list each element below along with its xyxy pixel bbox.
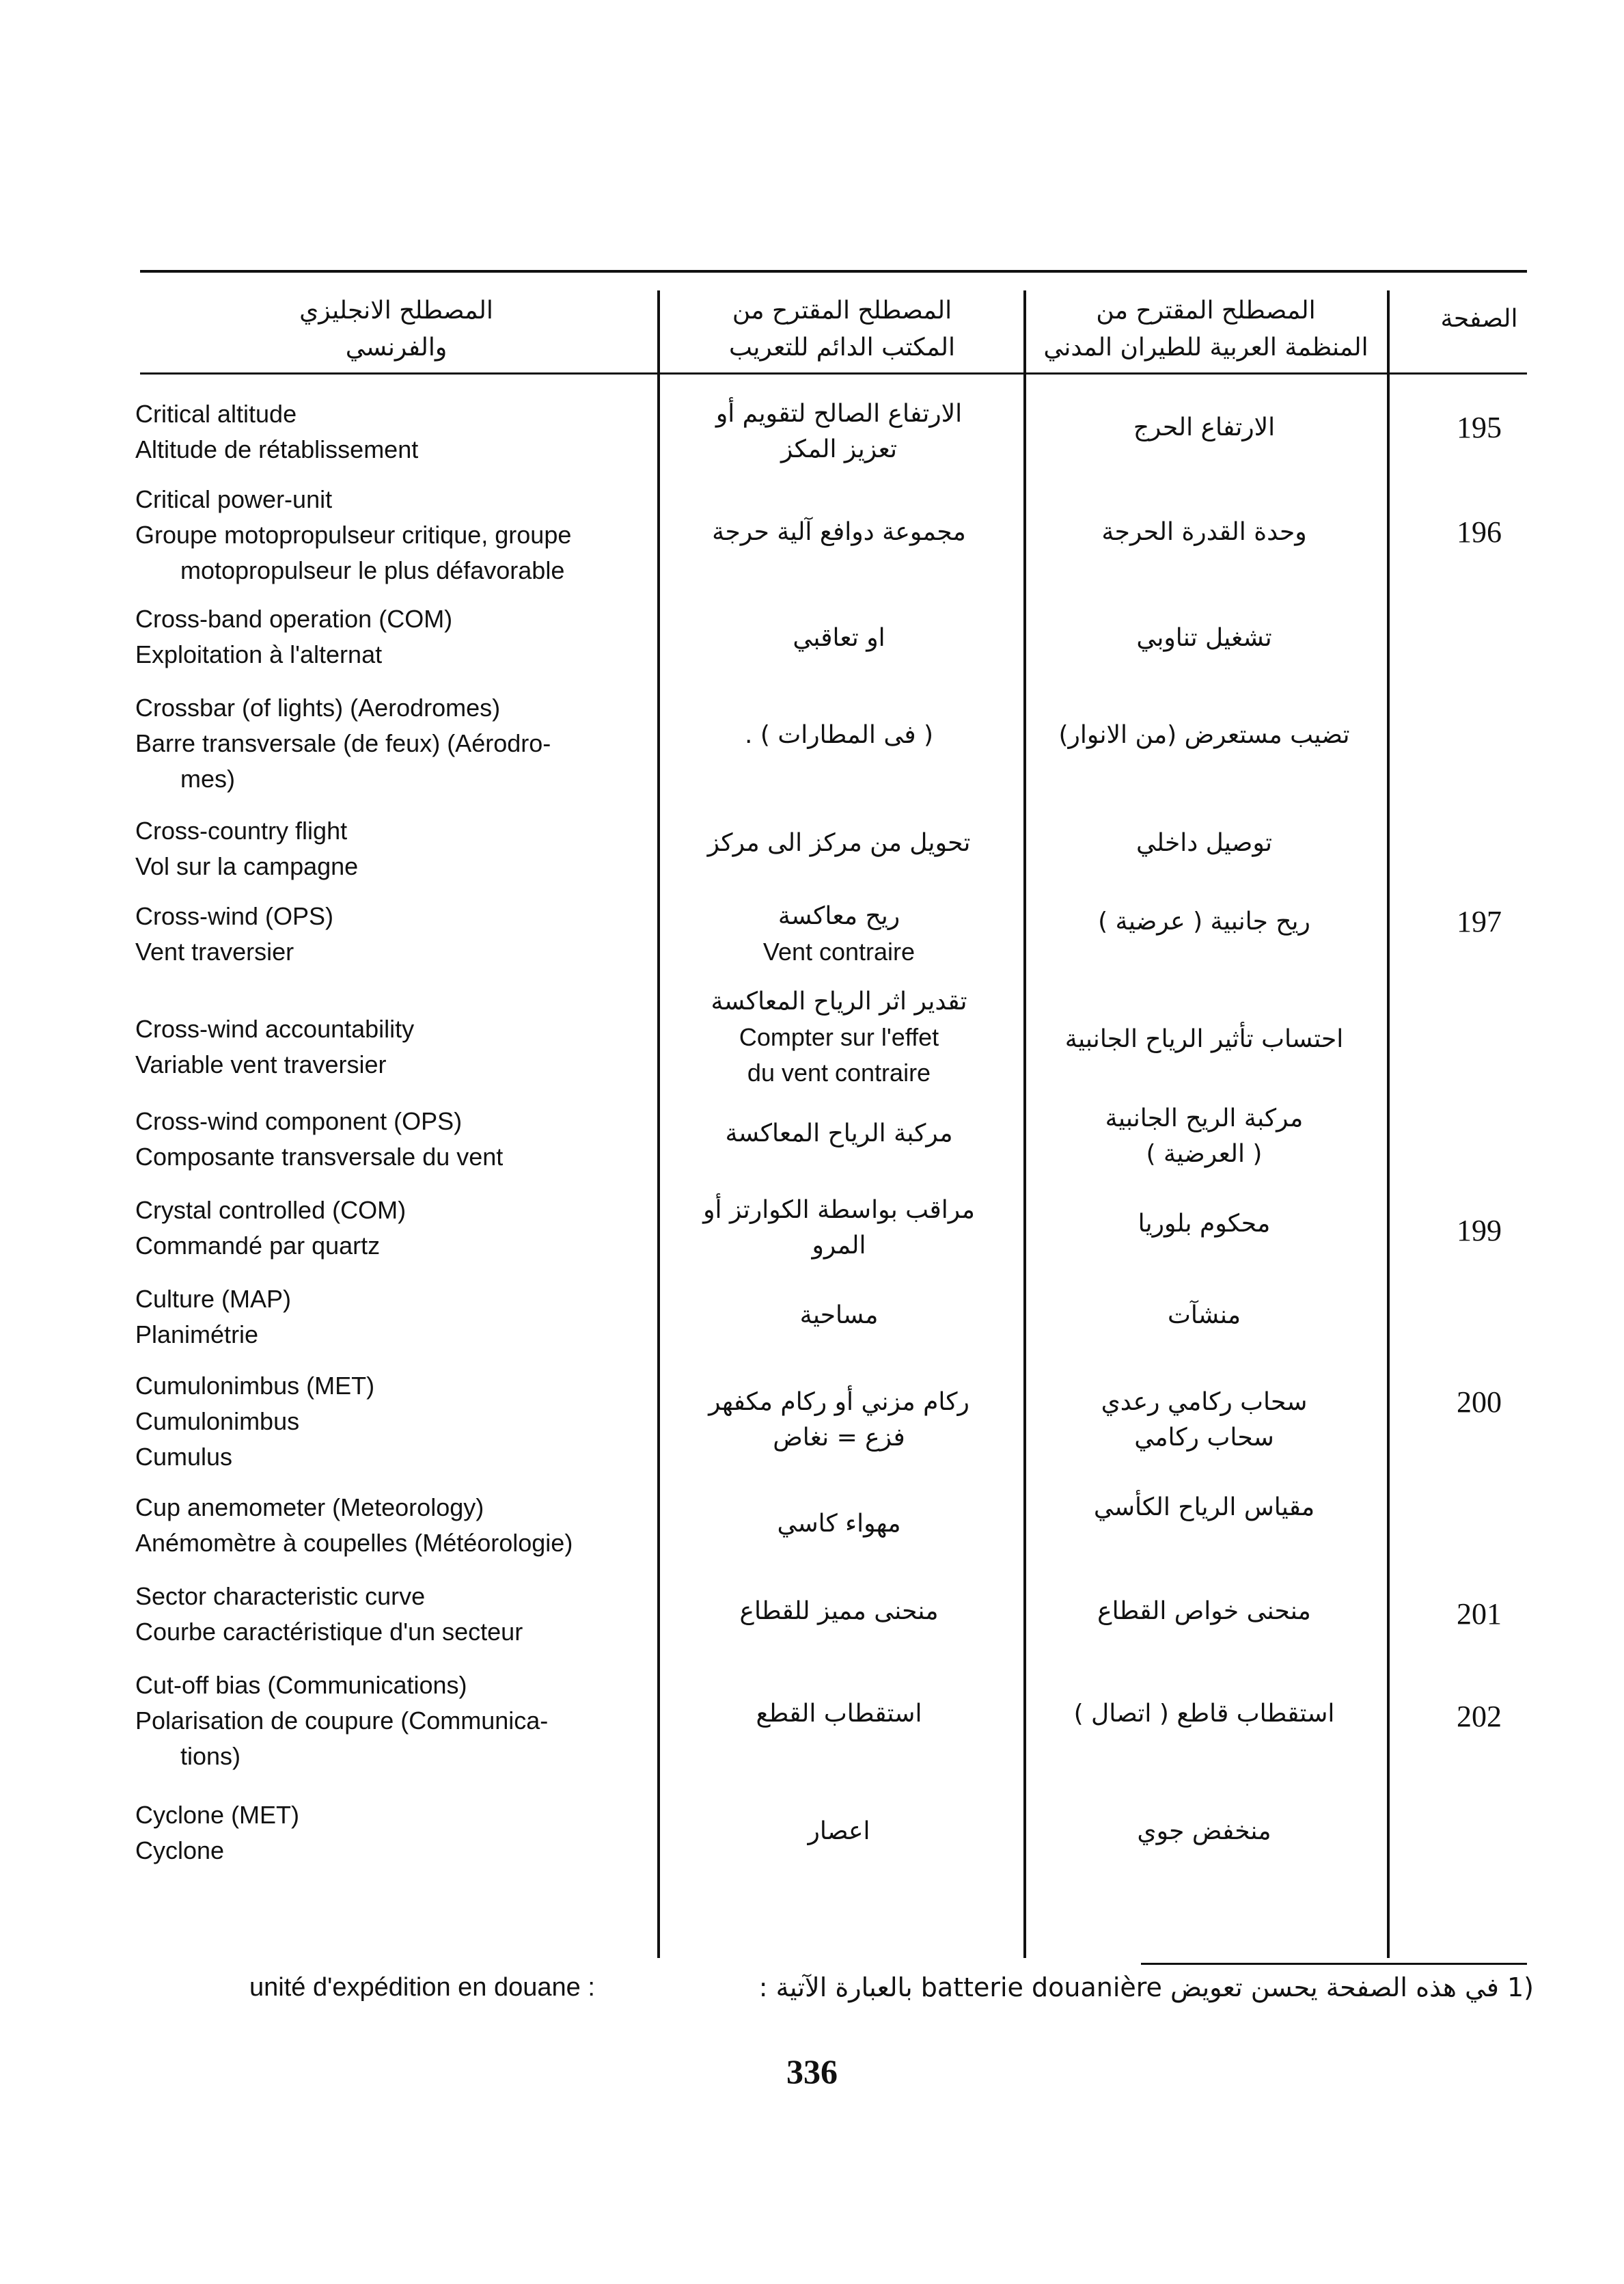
term-en-fr — [135, 1368, 655, 1475]
term-en-fr — [135, 1011, 655, 1083]
header-page-label: الصفحة — [1440, 305, 1518, 333]
page-ref: 202 — [1457, 1700, 1502, 1733]
term-en-fr — [135, 1579, 655, 1650]
term-org — [1028, 621, 1380, 656]
term-office — [661, 718, 1017, 753]
term-line: ركام مزني أو ركام مكفهر — [708, 1388, 969, 1416]
footnote-french: unité d'expédition en douane : — [249, 1973, 595, 2002]
term-line: Sector characteristic curve — [135, 1582, 426, 1610]
term-line: Crystal controlled (COM) — [135, 1196, 407, 1224]
term-line: فزع = نغاض — [773, 1424, 905, 1452]
term-line: ريح معاكسة — [777, 902, 900, 930]
term-line: tions) — [180, 1742, 241, 1770]
term-line: Cross-band operation (COM) — [135, 605, 453, 633]
top-rule — [140, 270, 1527, 273]
term-en-fr — [135, 690, 655, 797]
term-line: محكوم بلوريا — [1138, 1210, 1271, 1238]
term-line: Cyclone — [135, 1836, 225, 1864]
term-org — [1028, 718, 1380, 753]
term-line: الارتفاع الحرج — [1133, 413, 1276, 441]
term-line: وحدة القدرة الحرجة — [1101, 518, 1307, 546]
term-line: Composante transversale du vent — [135, 1143, 504, 1171]
term-line: تضيب مستعرض (من الانوار) — [1058, 721, 1350, 749]
term-line: Planimétrie — [135, 1320, 259, 1348]
term-line: Variable vent traversier — [135, 1050, 387, 1078]
header-en-fr-line2: والفرنسي — [345, 334, 448, 362]
term-office — [661, 621, 1017, 656]
term-line: Cumulonimbus (MET) — [135, 1372, 375, 1400]
term-line: motopropulseur le plus défavorable — [180, 556, 565, 584]
term-line: Cup anemometer (Meteorology) — [135, 1493, 484, 1521]
term-line: منحنى مميز للقطاع — [739, 1597, 939, 1625]
term-line: Vol sur la campagne — [135, 852, 359, 880]
term-line: Cumulonimbus — [135, 1407, 300, 1435]
header-en-fr-line1: المصطلح الانجليزي — [299, 297, 493, 325]
footnote-arabic-text: في هذه الصفحة يحسن تعويض batterie douanière بالعبارة الآتية : — [758, 1972, 1499, 2002]
term-line: Compter sur l'effet — [739, 1023, 939, 1051]
term-line: اعصار — [808, 1817, 870, 1845]
term-org — [1028, 1490, 1380, 1525]
term-line: Courbe caractéristique d'un secteur — [135, 1618, 523, 1646]
term-line: توصيل داخلي — [1136, 829, 1272, 857]
term-en-fr — [135, 396, 655, 467]
term-line: استقطاب قاطع ( اتصال ) — [1073, 1700, 1335, 1728]
term-org — [1028, 410, 1380, 446]
term-line: مقياس الرياح الكأسي — [1093, 1493, 1315, 1521]
term-line: Commandé par quartz — [135, 1232, 381, 1260]
term-line: Groupe motopropulseur critique, groupe — [135, 521, 572, 549]
term-line: سحاب ركامي رعدي — [1101, 1388, 1308, 1416]
term-en-fr — [135, 813, 655, 884]
term-line: سحاب ركامي — [1134, 1424, 1274, 1452]
header-office-line1: المصطلح المقترح من — [732, 297, 952, 325]
term-line: Cross-wind accountability — [135, 1015, 415, 1043]
term-office — [661, 826, 1017, 861]
term-office — [661, 1193, 1017, 1264]
term-en-fr — [135, 1797, 655, 1868]
header-org-line1: المصطلح المقترح من — [1096, 297, 1316, 325]
term-en-fr — [135, 1490, 655, 1561]
term-line: مجموعة دوافع آلية حرجة — [712, 518, 966, 546]
term-office — [661, 396, 1017, 467]
term-org — [1028, 1298, 1380, 1333]
term-line: منحنى خواص القطاع — [1097, 1597, 1311, 1625]
term-line: Vent traversier — [135, 938, 294, 966]
page-ref: 195 — [1457, 411, 1502, 444]
term-line: Critical altitude — [135, 400, 297, 428]
term-line: Crossbar (of lights) (Aerodromes) — [135, 694, 501, 722]
term-line: تشغيل تناوبي — [1136, 624, 1272, 652]
term-org — [1028, 826, 1380, 861]
column-divider-2 — [1023, 290, 1026, 1958]
header-office-line2: المكتب الدائم للتعريب — [729, 334, 955, 362]
term-line: تحويل من مركز الى مركز — [707, 829, 971, 857]
term-line: تعزيز المكز — [780, 435, 898, 463]
term-line: احتساب تأثير الرياح الجانبية — [1064, 1025, 1344, 1053]
term-line: Critical power-unit — [135, 485, 333, 513]
header-office — [666, 293, 1018, 366]
footnote-rule — [1141, 1963, 1527, 1965]
term-line: Barre transversale (de feux) (Aérodro- — [135, 729, 551, 757]
term-line: ( العرضية ) — [1146, 1140, 1263, 1168]
term-line: Altitude de rétablissement — [135, 435, 419, 463]
footnote-marker: (1 — [1506, 1972, 1534, 2002]
term-line: او تعاقبي — [793, 624, 885, 652]
term-line: Polarisation de coupure (Communica- — [135, 1707, 549, 1735]
term-line: المرو — [812, 1232, 866, 1260]
term-en-fr — [135, 1104, 655, 1175]
term-org — [1028, 1101, 1380, 1172]
term-line: Cross-wind component (OPS) — [135, 1107, 463, 1135]
term-en-fr — [135, 482, 655, 588]
term-office — [661, 899, 1017, 970]
term-office — [661, 1594, 1017, 1629]
column-divider-3 — [1387, 290, 1390, 1958]
term-line: Cyclone (MET) — [135, 1801, 300, 1829]
term-office — [661, 1298, 1017, 1333]
page-ref: 201 — [1457, 1597, 1502, 1631]
term-line: Exploitation à l'alternat — [135, 640, 383, 668]
header-page — [1394, 301, 1565, 338]
term-line: du vent contraire — [747, 1059, 931, 1087]
term-line: Anémomètre à coupelles (Météorologie) — [135, 1529, 573, 1557]
term-line: منشآت — [1167, 1301, 1241, 1329]
term-line: مركبة الريح الجانبية — [1105, 1104, 1304, 1132]
term-en-fr — [135, 601, 655, 672]
term-office — [661, 1385, 1017, 1456]
header-bottom-rule — [140, 372, 1527, 375]
header-org-line2: المنظمة العربية للطيران المدني — [1043, 334, 1368, 362]
page-ref: 196 — [1457, 515, 1502, 549]
term-org — [1028, 515, 1380, 550]
term-line: مركبة الرياح المعاكسة — [725, 1119, 953, 1147]
term-en-fr — [135, 1668, 655, 1774]
term-org — [1028, 1594, 1380, 1629]
term-line: Culture (MAP) — [135, 1285, 292, 1313]
term-line: Cross-wind (OPS) — [135, 902, 334, 930]
term-org — [1028, 904, 1380, 940]
term-office — [661, 984, 1017, 1091]
term-line: مساحية — [799, 1301, 879, 1329]
header-org — [1028, 293, 1384, 366]
term-line: الارتفاع الصالح لتقويم أو — [715, 400, 963, 428]
header-en-fr — [205, 293, 588, 366]
term-line: مراقب بواسطة الكوارتز أو — [703, 1196, 975, 1224]
term-line: Cross-country flight — [135, 817, 348, 845]
page-number: 336 — [786, 2052, 838, 2091]
term-line: استقطاب القطع — [756, 1700, 922, 1728]
term-line: منخفض جوي — [1137, 1817, 1271, 1845]
term-line: mes) — [180, 765, 235, 793]
term-line: Cumulus — [135, 1443, 233, 1471]
page-ref: 199 — [1457, 1214, 1502, 1247]
term-en-fr — [135, 1193, 655, 1264]
term-org — [1028, 1814, 1380, 1849]
term-line: ( فى المطارات ) . — [744, 721, 934, 749]
term-office — [661, 515, 1017, 550]
term-org — [1028, 1022, 1380, 1057]
term-office — [661, 1696, 1017, 1732]
term-org — [1028, 1696, 1380, 1732]
term-office — [661, 1506, 1017, 1542]
term-office — [661, 1116, 1017, 1152]
term-en-fr — [135, 1281, 655, 1352]
term-org — [1028, 1206, 1380, 1242]
term-line: تقدير اثر الرياح المعاكسة — [711, 988, 967, 1016]
page-ref: 197 — [1457, 905, 1502, 938]
term-line: Vent contraire — [762, 938, 916, 966]
term-line: Cut-off bias (Communications) — [135, 1671, 467, 1699]
term-en-fr — [135, 899, 655, 970]
term-line: ريح جانبية ( عرضية ) — [1098, 908, 1310, 936]
term-org — [1028, 1385, 1380, 1456]
footnote-arabic — [759, 1968, 1534, 2007]
page-ref: 200 — [1457, 1385, 1502, 1419]
term-line: مهواء كاسي — [777, 1510, 901, 1538]
term-office — [661, 1814, 1017, 1849]
column-divider-1 — [657, 290, 660, 1958]
